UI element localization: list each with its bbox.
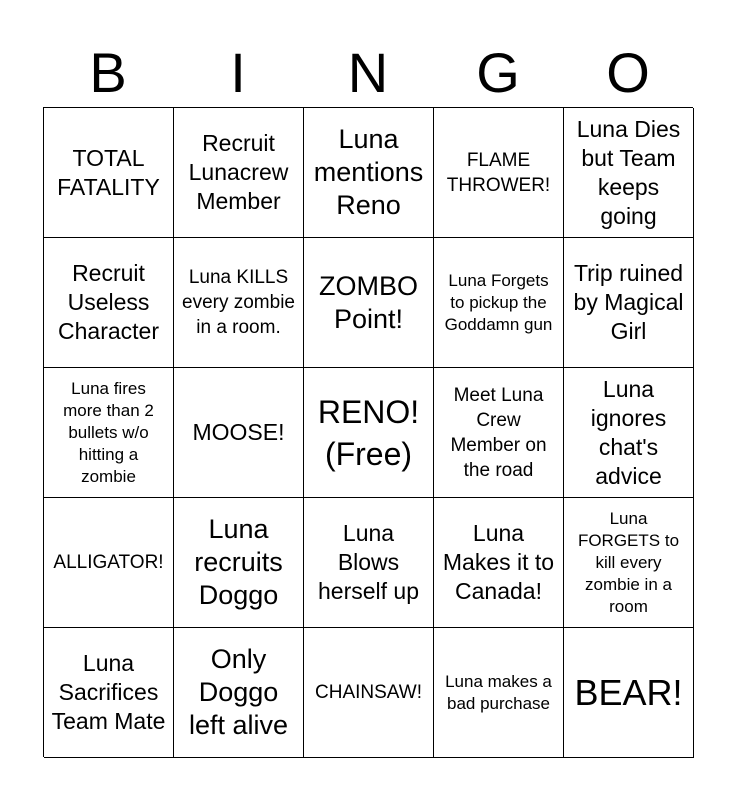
bingo-cell-r4c2[interactable]: Luna recruits Doggo <box>174 498 304 628</box>
bingo-cell-r4c4[interactable]: Luna Makes it to Canada! <box>434 498 564 628</box>
bingo-board <box>43 107 693 757</box>
bingo-cell-r4c5[interactable]: Luna FORGETS to kill every zombie in a room <box>564 498 694 628</box>
bingo-cell-r4c1[interactable]: ALLIGATOR! <box>44 498 174 628</box>
header-letter-o: O <box>606 41 650 104</box>
bingo-header <box>43 38 693 108</box>
header-letter-n: N <box>347 41 389 104</box>
bingo-cell-r5c2[interactable]: Only Doggo left alive <box>174 628 304 758</box>
bingo-cell-r2c1[interactable]: Recruit Useless Character <box>44 238 174 368</box>
bingo-cell-r4c3[interactable]: Luna Blows herself up <box>304 498 434 628</box>
header-letter-g: G <box>476 41 520 104</box>
header-letter-b: B <box>89 41 127 104</box>
bingo-cell-r3c4[interactable]: Meet Luna Crew Member on the road <box>434 368 564 498</box>
bingo-cell-r1c5[interactable]: Luna Dies but Team keeps going <box>564 108 694 238</box>
bingo-cell-r3c5[interactable]: Luna ignores chat's advice <box>564 368 694 498</box>
bingo-cell-r3c2[interactable]: MOOSE! <box>174 368 304 498</box>
bingo-cell-r1c4[interactable]: FLAME THROWER! <box>434 108 564 238</box>
bingo-cell-r1c2[interactable]: Recruit Lunacrew Member <box>174 108 304 238</box>
bingo-cell-r1c1[interactable]: TOTAL FATALITY <box>44 108 174 238</box>
bingo-cell-r3c3[interactable]: RENO! (Free) <box>304 368 434 498</box>
bingo-cell-r2c2[interactable]: Luna KILLS every zombie in a room. <box>174 238 304 368</box>
bingo-cell-r1c3[interactable]: Luna mentions Reno <box>304 108 434 238</box>
bingo-cell-r5c3[interactable]: CHAINSAW! <box>304 628 434 758</box>
bingo-cell-r2c5[interactable]: Trip ruined by Magical Girl <box>564 238 694 368</box>
bingo-cell-r3c1[interactable]: Luna fires more than 2 bullets w/o hitting a zombie <box>44 368 174 498</box>
bingo-cell-r2c4[interactable]: Luna Forgets to pickup the Goddamn gun <box>434 238 564 368</box>
bingo-cell-r5c5[interactable]: BEAR! <box>564 628 694 758</box>
header-letter-i: I <box>230 41 246 104</box>
bingo-cell-r5c1[interactable]: Luna Sacrifices Team Mate <box>44 628 174 758</box>
bingo-cell-r5c4[interactable]: Luna makes a bad purchase <box>434 628 564 758</box>
bingo-cell-r2c3[interactable]: ZOMBO Point! <box>304 238 434 368</box>
